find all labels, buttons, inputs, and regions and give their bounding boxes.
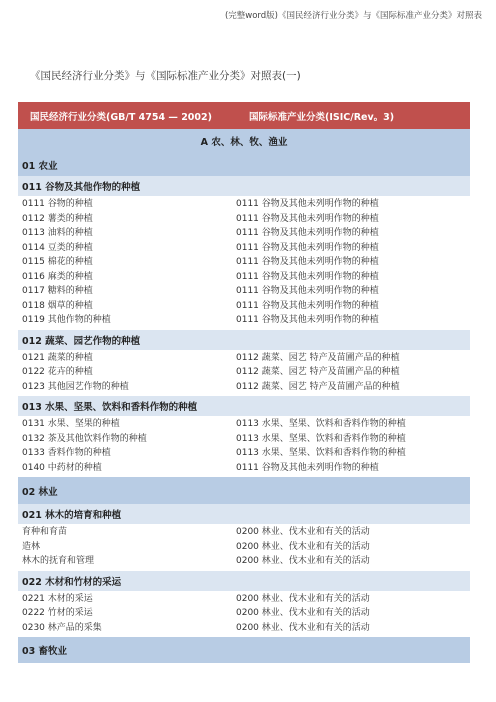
table-cell: 0111 谷物及其他未列明作物的种植	[236, 462, 379, 473]
right-column	[236, 592, 466, 636]
division-row: 02 林业	[18, 477, 470, 504]
table-cell: 0131 水果、坚果的种植	[22, 419, 120, 429]
group-row: 022 木材和竹材的采运	[18, 571, 470, 591]
right-column	[236, 525, 466, 569]
table-cell: 0114 豆类的种植	[22, 242, 93, 253]
table-cell: 0111 谷物的种植	[22, 199, 93, 209]
table-cell: 林木的抚育和管理	[22, 556, 95, 566]
group-body	[18, 350, 470, 397]
table-cell: 0111 谷物及其他未列明作物的种植	[236, 271, 379, 282]
group-row: 012 蔬菜、园艺作物的种植	[18, 330, 470, 350]
table-cell: 0111 谷物及其他未列明作物的种植	[236, 242, 379, 253]
table-cell: 0118 烟草的种植	[22, 300, 93, 311]
table-cell: 0140 中药材的种植	[22, 462, 102, 473]
table-cell: 0111 谷物及其他未列明作物的种植	[236, 286, 379, 296]
table-cell: 0133 香料作物的种植	[22, 448, 111, 458]
table-cell: 0200 林业、伐木业和有关的活动	[236, 556, 370, 566]
header-right: 国际标准产业分类(ISIC/Rev。3)	[249, 111, 395, 123]
running-header: (完整word版)《国民经济行业分类》与《国际标准产业分类》对照表	[224, 11, 482, 21]
group-row: 013 水果、坚果、饮料和香料作物的种植	[18, 396, 470, 416]
table-cell: 0111 谷物及其他未列明作物的种植	[236, 228, 379, 238]
table-cell: 0112 蔬菜、园艺 特产及苗圃产品的种植	[236, 381, 400, 392]
table-cell: 造林	[22, 541, 41, 552]
table-cell: 0112 薯类的种植	[22, 213, 93, 224]
left-column	[18, 197, 236, 328]
division-row: 01 农业	[18, 153, 470, 176]
group-row: 021 林木的培育和种植	[18, 504, 470, 524]
table-cell: 0111 谷物及其他未列明作物的种植	[236, 315, 379, 325]
document-title: 《国民经济行业分类》与《国际标准产业分类》对照表(一)	[30, 70, 301, 82]
mapping-table	[18, 102, 470, 663]
right-column	[236, 417, 466, 475]
table-cell: 0112 蔬菜、园艺 特产及苗圃产品的种植	[236, 367, 400, 377]
table-cell: 0123 其他园艺作物的种植	[22, 381, 129, 392]
table-cell: 0122 花卉的种植	[22, 367, 93, 377]
division-row: 03 畜牧业	[18, 637, 470, 663]
table-cell: 0230 林产品的采集	[22, 622, 102, 633]
table-cell: 0119 其他作物的种植	[22, 315, 111, 325]
group-body	[18, 416, 470, 477]
group-row: 011 谷物及其他作物的种植	[18, 176, 470, 196]
group-body	[18, 196, 470, 330]
right-column	[236, 197, 466, 328]
table-header-row	[18, 102, 470, 129]
table-cell: 0113 水果、坚果、饮料和香料作物的种植	[236, 433, 406, 444]
table-cell: 0200 林业、伐木业和有关的活动	[236, 541, 370, 552]
section-row: A 农、林、牧、渔业	[18, 129, 470, 153]
table-cell: 育种和育苗	[22, 527, 68, 537]
table-cell: 0112 蔬菜、园艺 特产及苗圃产品的种植	[236, 352, 400, 363]
table-cell: 0113 水果、坚果、饮料和香料作物的种植	[236, 448, 406, 458]
table-cell: 0132 茶及其他饮料作物的种植	[22, 433, 147, 444]
left-column	[18, 351, 236, 395]
table-cell: 0111 谷物及其他未列明作物的种植	[236, 199, 379, 209]
table-cell: 0113 水果、坚果、饮料和香料作物的种植	[236, 419, 406, 429]
table-cell: 0221 木材的采运	[22, 593, 93, 604]
header-left: 国民经济行业分类(GB/T 4754 — 2002)	[30, 111, 212, 123]
table-cell: 0121 蔬菜的种植	[22, 352, 93, 363]
left-column	[18, 592, 236, 636]
table-cell: 0111 谷物及其他未列明作物的种植	[236, 257, 379, 267]
table-cell: 0222 竹材的采运	[22, 608, 93, 618]
table-cell: 0116 麻类的种植	[22, 271, 93, 282]
group-body	[18, 524, 470, 571]
table-cell: 0111 谷物及其他未列明作物的种植	[236, 300, 379, 311]
right-column	[236, 351, 466, 395]
table-cell: 0200 林业、伐木业和有关的活动	[236, 593, 370, 604]
table-cell: 0117 糖料的种植	[22, 286, 93, 296]
group-body	[18, 591, 470, 638]
left-column	[18, 417, 236, 475]
table-cell: 0113 油料的种植	[22, 228, 93, 238]
table-cell: 0200 林业、伐木业和有关的活动	[236, 608, 370, 618]
table-cell: 0111 谷物及其他未列明作物的种植	[236, 213, 379, 224]
left-column	[18, 525, 236, 569]
table-cell: 0115 棉花的种植	[22, 257, 93, 267]
table-cell: 0200 林业、伐木业和有关的活动	[236, 527, 370, 537]
table-cell: 0200 林业、伐木业和有关的活动	[236, 622, 370, 633]
